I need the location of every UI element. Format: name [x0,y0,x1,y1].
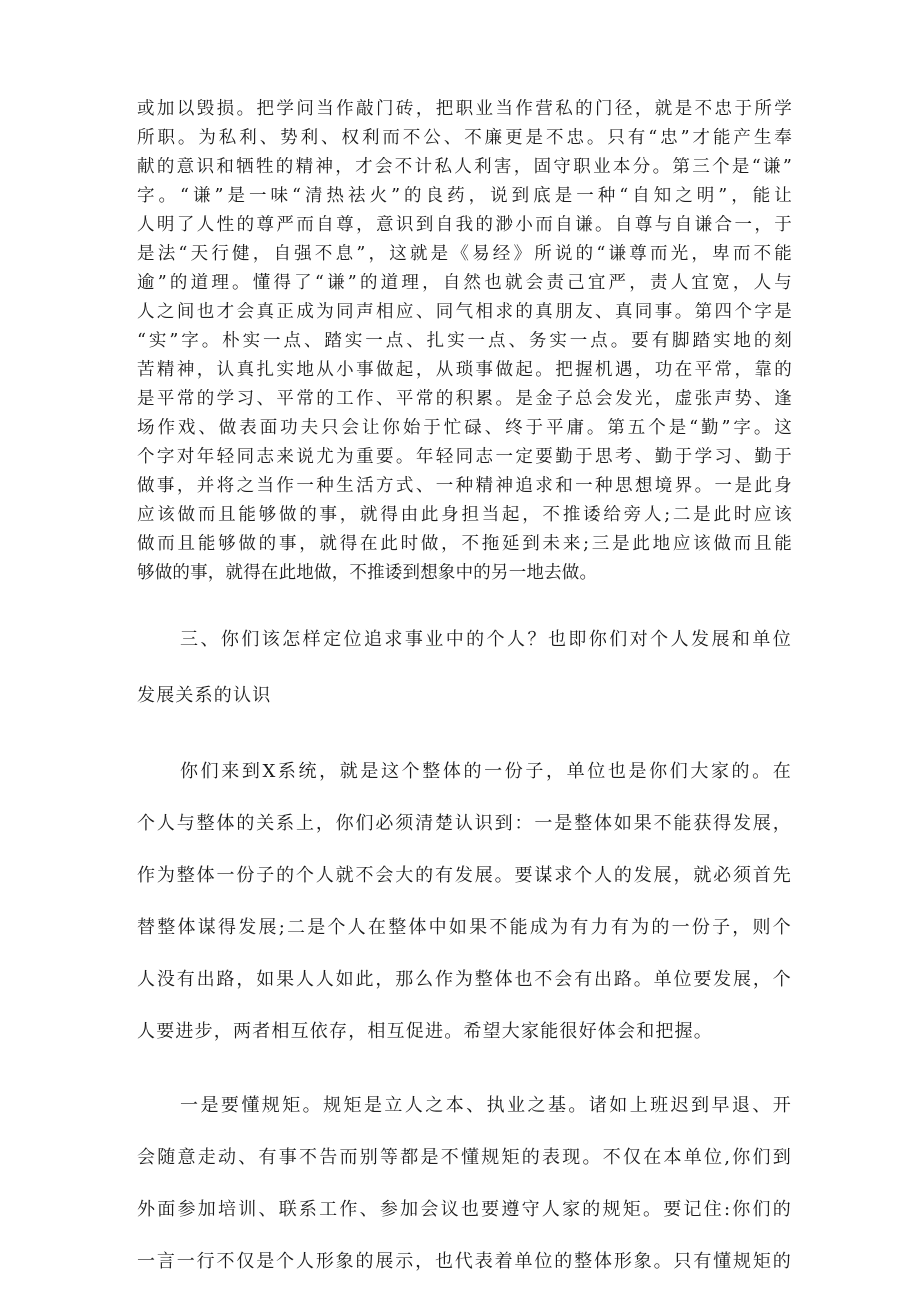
text-line: 你们来到X系统，就是这个整体的一份子，单位也是你们大家的。在 [180,761,792,782]
text-line: 人之间也才会真正成为同声相应、同气相求的真朋友、真同事。第四个字是 [137,302,792,322]
text-line: 苦精神，认真扎实地从小事做起，从琐事做起。把握机遇，功在平常，靠的 [137,360,792,380]
text-line: 逾”的道理。懂得了“谦”的道理，自然也就会责己宜严，责人宜宽，人与 [137,273,792,293]
text-line: 人明了人性的尊严而自尊，意识到自我的渺小而自谦。自尊与自谦合一，于 [137,215,792,235]
text-line: 替整体谋得发展;二是个人在整体中如果不能成为有力有为的一份子，则个 [137,917,792,938]
text-line: 外面参加培训、联系工作、参加会议也要遵守人家的规矩。要记住:你们的 [137,1199,792,1220]
text-line: 一是要懂规矩。规矩是立人之本、执业之基。诸如上班迟到早退、开 [180,1095,792,1116]
text-line: 或加以毁损。把学问当作敲门砖，把职业当作营私的门径，就是不忠于所学 [137,99,792,119]
text-line: 是平常的学习、平常的工作、平常的积累。是金子总会发光，虚张声势、逢 [137,389,792,409]
text-line: 是法“天行健，自强不息”，这就是《易经》所说的“谦尊而光，卑而不能 [137,244,792,264]
text-line: 人没有出路，如果人人如此，那么作为整体也不会有出路。单位要发展，个 [137,969,792,990]
text-line: 应该做而且能够做的事，就得由此身担当起，不推诿给旁人;二是此时应该 [137,505,792,525]
text-line: 场作戏、做表面功夫只会让你始于忙碌、终于平庸。第五个是“勤”字。这 [137,418,792,438]
text-line: “实”字。朴实一点、踏实一点、扎实一点、务实一点。要有脚踏实地的刻 [137,331,792,351]
text-line: 字。“谦”是一味“清热祛火”的良药，说到底是一种“自知之明”，能让 [137,186,792,206]
text-line: 个人与整体的关系上，你们必须清楚认识到：一是整体如果不能获得发展， [137,813,792,834]
heading-line: 三、你们该怎样定位追求事业中的个人？也即你们对个人发展和单位 [180,629,792,650]
text-line: 个字对年轻同志来说尤为重要。年轻同志一定要勤于思考、勤于学习、勤于 [137,447,792,467]
text-line: 所职。为私利、势利、权利而不公、不廉更是不忠。只有“忠”才能产生奉 [137,128,792,148]
text-line: 一言一行不仅是个人形象的展示，也代表着单位的整体形象。只有懂规矩的 [137,1251,792,1272]
text-line: 做而且能够做的事，就得在此时做，不拖延到未来;三是此地应该做而且能 [137,534,792,554]
text-line: 够做的事，就得在此地做，不推诿到想象中的另一地去做。 [137,563,598,583]
text-line: 会随意走动、有事不告而别等都是不懂规矩的表现。不仅在本单位,你们到 [137,1147,792,1168]
text-line: 献的意识和牺牲的精神，才会不计私人利害，固守职业本分。第三个是“谦” [137,157,792,177]
text-line: 作为整体一份子的个人就不会大的有发展。要谋求个人的发展，就必须首先 [137,865,792,886]
text-line: 人要进步，两者相互依存，相互促进。希望大家能很好体会和把握。 [137,1021,713,1042]
text-line: 做事，并将之当作一种生活方式、一种精神追求和一种思想境界。一是此身 [137,476,792,496]
heading-line: 发展关系的认识 [137,685,272,706]
